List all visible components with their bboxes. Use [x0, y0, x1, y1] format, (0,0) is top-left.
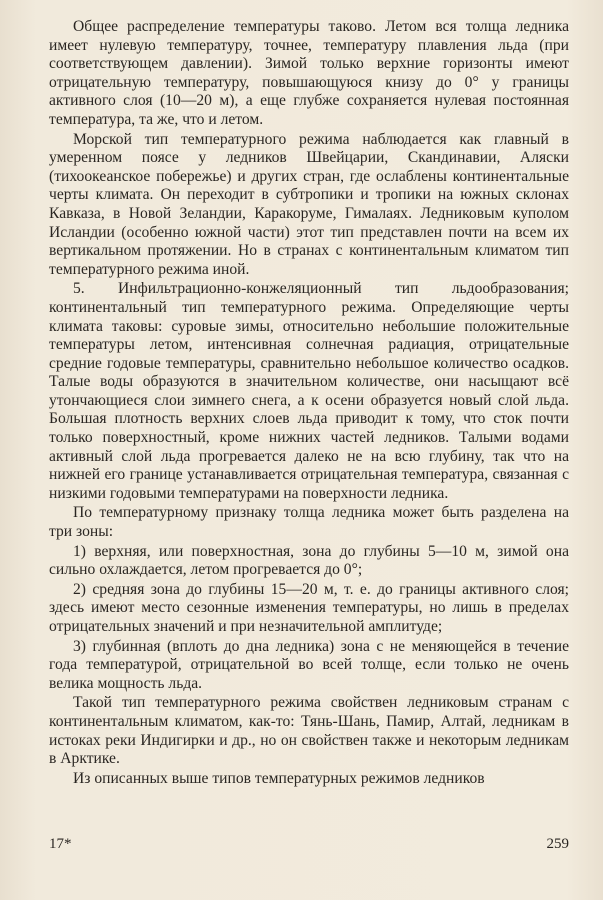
paragraph-temperature-distribution: Общее распределение температуры таково. Летом вся толща ледника имеет нулевую температуру, точнее, температуру плавления льда (при соответствующем давлении). Зимой только верхние горизонты имеют отрицательную температуру, повышающуюся книзу до 0° у границы активного слоя (10—20 м), а еще глубже сохраняется нулевая постоянная температура, та же, что и летом.	[49, 18, 569, 128]
page-footer	[49, 836, 569, 853]
paragraph-continental-regions: Такой тип температурного режима свойствен ледниковым странам с континентальным климатом, как-то: Тянь-Шань, Памир, Алтай, ледникам в истоках реки Индигирки и др., но он свойствен также и некоторым ледникам в Арктике.	[49, 694, 569, 768]
paragraph-zone-1: 1) верхняя, или поверхностная, зона до глубины 5—10 м, зимой она сильно охлаждается, летом прогревается до 0°;	[49, 542, 569, 579]
paragraph-closing-line: Из описанных выше типов температурных режимов ледников	[73, 769, 485, 787]
paragraph-zone-2: 2) средняя зона до глубины 15—20 м, т. е. до границы активного слоя; здесь имеют место сезонные изменения температуры, но лишь в пределах отрицательных значений и при незначительной амплитуде;	[49, 580, 569, 635]
paragraph-infiltration-type: 5. Инфильтрационно-конжеляционный тип льдообразования; континентальный тип температурного режима. Определяющие черты климата таковы: суровые зимы, относительно небольшие положительные температуры летом, интенсивная солнечная радиация, отрицательные средние годовые температуры, сравнительно небольшое количество осадков. Талые воды образуются в значительном количестве, они насыщают всё утончающиеся слои зимнего снега, а к осени образуется новый слой льда. Большая плотность верхних слоев льда приводит к тому, что сток почти только поверхностный, кроме нижних частей ледников. Талыми водами активный слой льда прогревается далеко не на всю глубину, так что на нижней его границе устанавливается отрицательная температура, связанная с низкими годовыми температурами на поверхности ледника.	[49, 280, 569, 502]
paragraph-zone-3: 3) глубинная (вплоть до дна ледника) зона с не меняющейся в течение года температурой, отрицательной во всей толще, если только не очень велика мощность льда.	[49, 637, 569, 692]
signature-mark: 17*	[49, 836, 72, 852]
paragraph-marine-type: Морской тип температурного режима наблюдается как главный в умеренном поясе у ледников Швейцарии, Скандинавии, Аляски (тихоокеанское побережье) и других стран, где ослаблены континентальные черты климата. Он переходит в субтропики и тропики на южных склонах Кавказа, в Новой Зеландии, Каракоруме, Гималаях. Ледниковым куполом Исландии (особенно южной части) этот тип представлен почти на всем их вертикальном протяжении. Но в странах с континентальным климатом тип температурного режима иной.	[49, 130, 569, 278]
paragraph-zones-intro: По температурному признаку толща ледника может быть разделена на три зоны:	[49, 504, 569, 541]
body-text	[49, 18, 569, 788]
page-number: 259	[546, 836, 569, 852]
